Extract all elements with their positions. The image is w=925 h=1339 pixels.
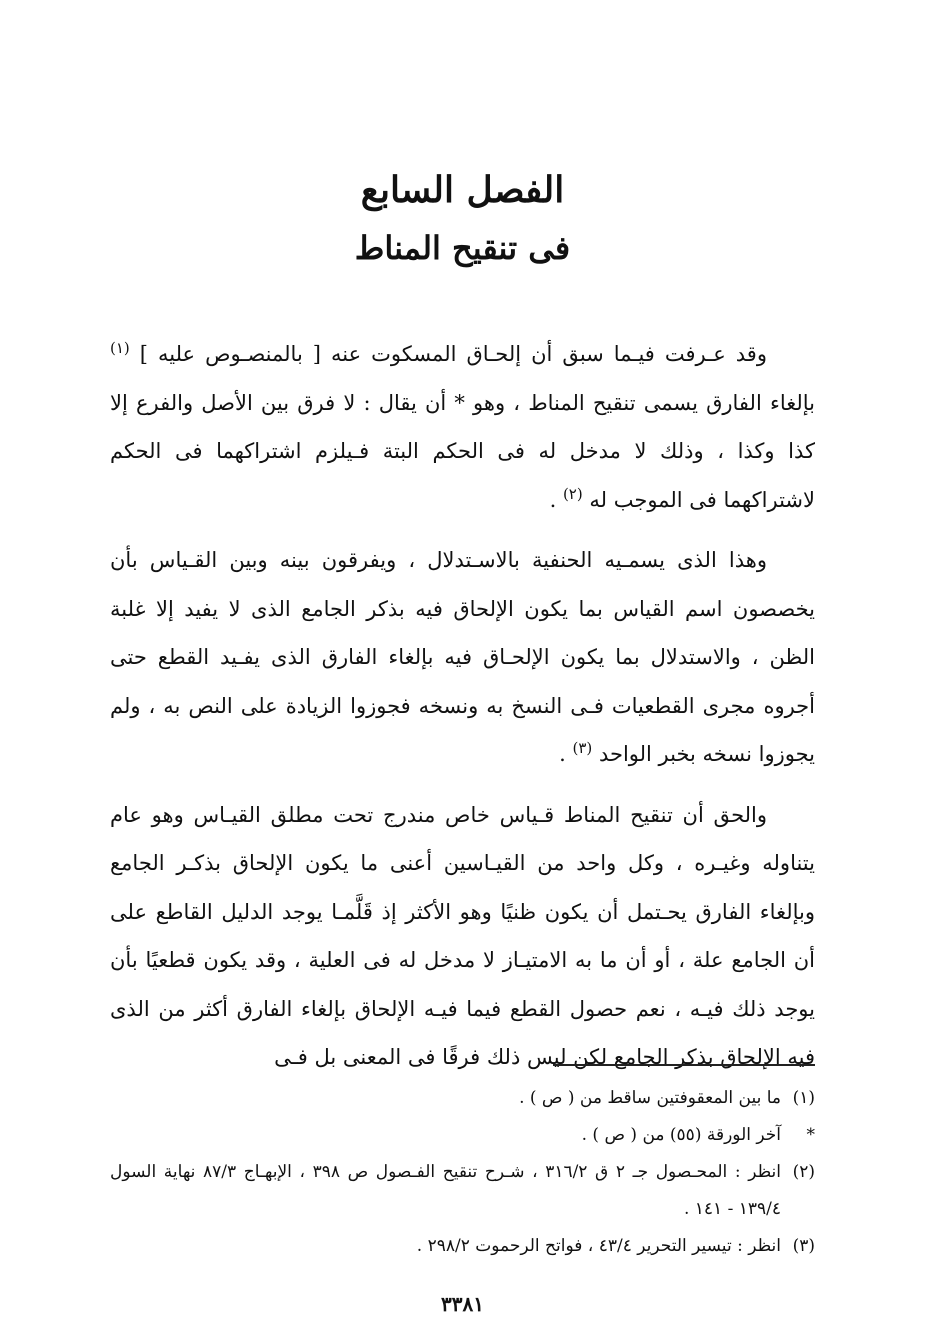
chapter-title: الفصل السابع (360, 169, 565, 211)
footnote-marker: (٣) (792, 1236, 815, 1256)
footnote-marker: (١) (792, 1088, 815, 1108)
footnote-star (110, 1117, 815, 1154)
footnote-ref-2: (٢) (562, 484, 583, 503)
chapter-subtitle: فى تنقيح المناط (354, 229, 571, 267)
paragraph-1-text-a: وقد عـرفت فيـما سبق أن إلحـاق المسكوت عنه [ بالمنصـوص عليه ] (129, 342, 767, 366)
footnote-marker: (٢) (792, 1162, 815, 1182)
footnote-ref-3: (٣) (572, 739, 593, 757)
footnote-1 (110, 1080, 815, 1117)
footnotes (110, 1080, 815, 1265)
page-number: ٣٣٨١ (441, 1292, 484, 1316)
paragraph-1-text-c: . (549, 487, 563, 512)
footnote-ref-1: (١) (110, 339, 130, 357)
footnote-text: ما بين المعقوفتين ساقط من ( ص ) . (519, 1088, 781, 1108)
paragraph-2 (110, 536, 815, 779)
footnote-3 (110, 1228, 815, 1265)
paragraph-2-text-b: . (559, 742, 573, 766)
footnote-2 (110, 1154, 815, 1228)
body-text (110, 330, 815, 1094)
paragraph-3-text: والحق أن تنقيح المناط قـياس خاص مندرج تحت مطلق القيـاس وهو عام يتناوله وغيـره ، وكل واحد من القيـاسين أعنى ما يكون الإلحاق بذكـر الجامع وبإلغاء الفارق يحـتمل أن يكون ظنيًا وهو الأكثر إذ قَلَّمـا يوجد الدليل القاطع على أن الجامع علة ، أو أن ما به الامتيـاز لا مدخل له فى العلية ، وقد يكون قطعيًا بأن يوجد ذلك فيـه ، نعم حصول القطع فيما فيـه الإلحاق بإلغاء الفارق أكثر من الذى فيه الإلحاق بذكر الجامع لكن ليس ذلك فرقًا فى المعنى بل فـى (110, 802, 815, 1069)
footnote-marker: * (806, 1125, 815, 1145)
footnote-divider (553, 1064, 815, 1066)
paragraph-3 (110, 791, 815, 1082)
footnote-text: انظر : تيسير التحرير ٤٣/٤ ، فواتح الرحموت ٢٩٨/٢ . (416, 1236, 781, 1256)
footnote-text: انظر : المحـصول جـ ٢ ق ٣١٦/٢ ، شـرح تنقيح الفـصول ص ٣٩٨ ، الإبهـاج ٨٧/٣ نهاية السول ١٣٩/٤ - ١٤١ . (110, 1162, 781, 1219)
chapter-heading (0, 160, 925, 276)
footnote-text: آخر الورقة (٥٥) من ( ص ) . (581, 1125, 781, 1145)
paragraph-1-text-b: بإلغاء الفارق يسمى تنقيح المناط ، وهو * أن يقال : لا فرق بين الأصل والفرع إلا كذا وكذا ، وذلك لا مدخل له فى الحكم البتة فـيلزم اشتراكهما فى الحكم لاشتراكهما فى الموجب له (110, 390, 815, 512)
paragraph-2-text-a: وهذا الذى يسمـيه الحنفية بالاسـتدلال ، ويفرقون بينه وبين القـياس بأن يخصصون اسم القياس بما يكون الإلحاق فيه بذكر الجامع الذى لا يفيد إلا غلبة الظن ، والاستدلال بما يكون الإلحـاق فيه بإلغاء الفارق الذى يفـيد القطع حتى أجروه مجرى القطعيات فـى النسخ به ونسخه فجوزوا الزيادة على النص به ، ولم يجوزوا نسخه بخبر الواحد (110, 548, 815, 766)
paragraph-1 (110, 330, 815, 524)
